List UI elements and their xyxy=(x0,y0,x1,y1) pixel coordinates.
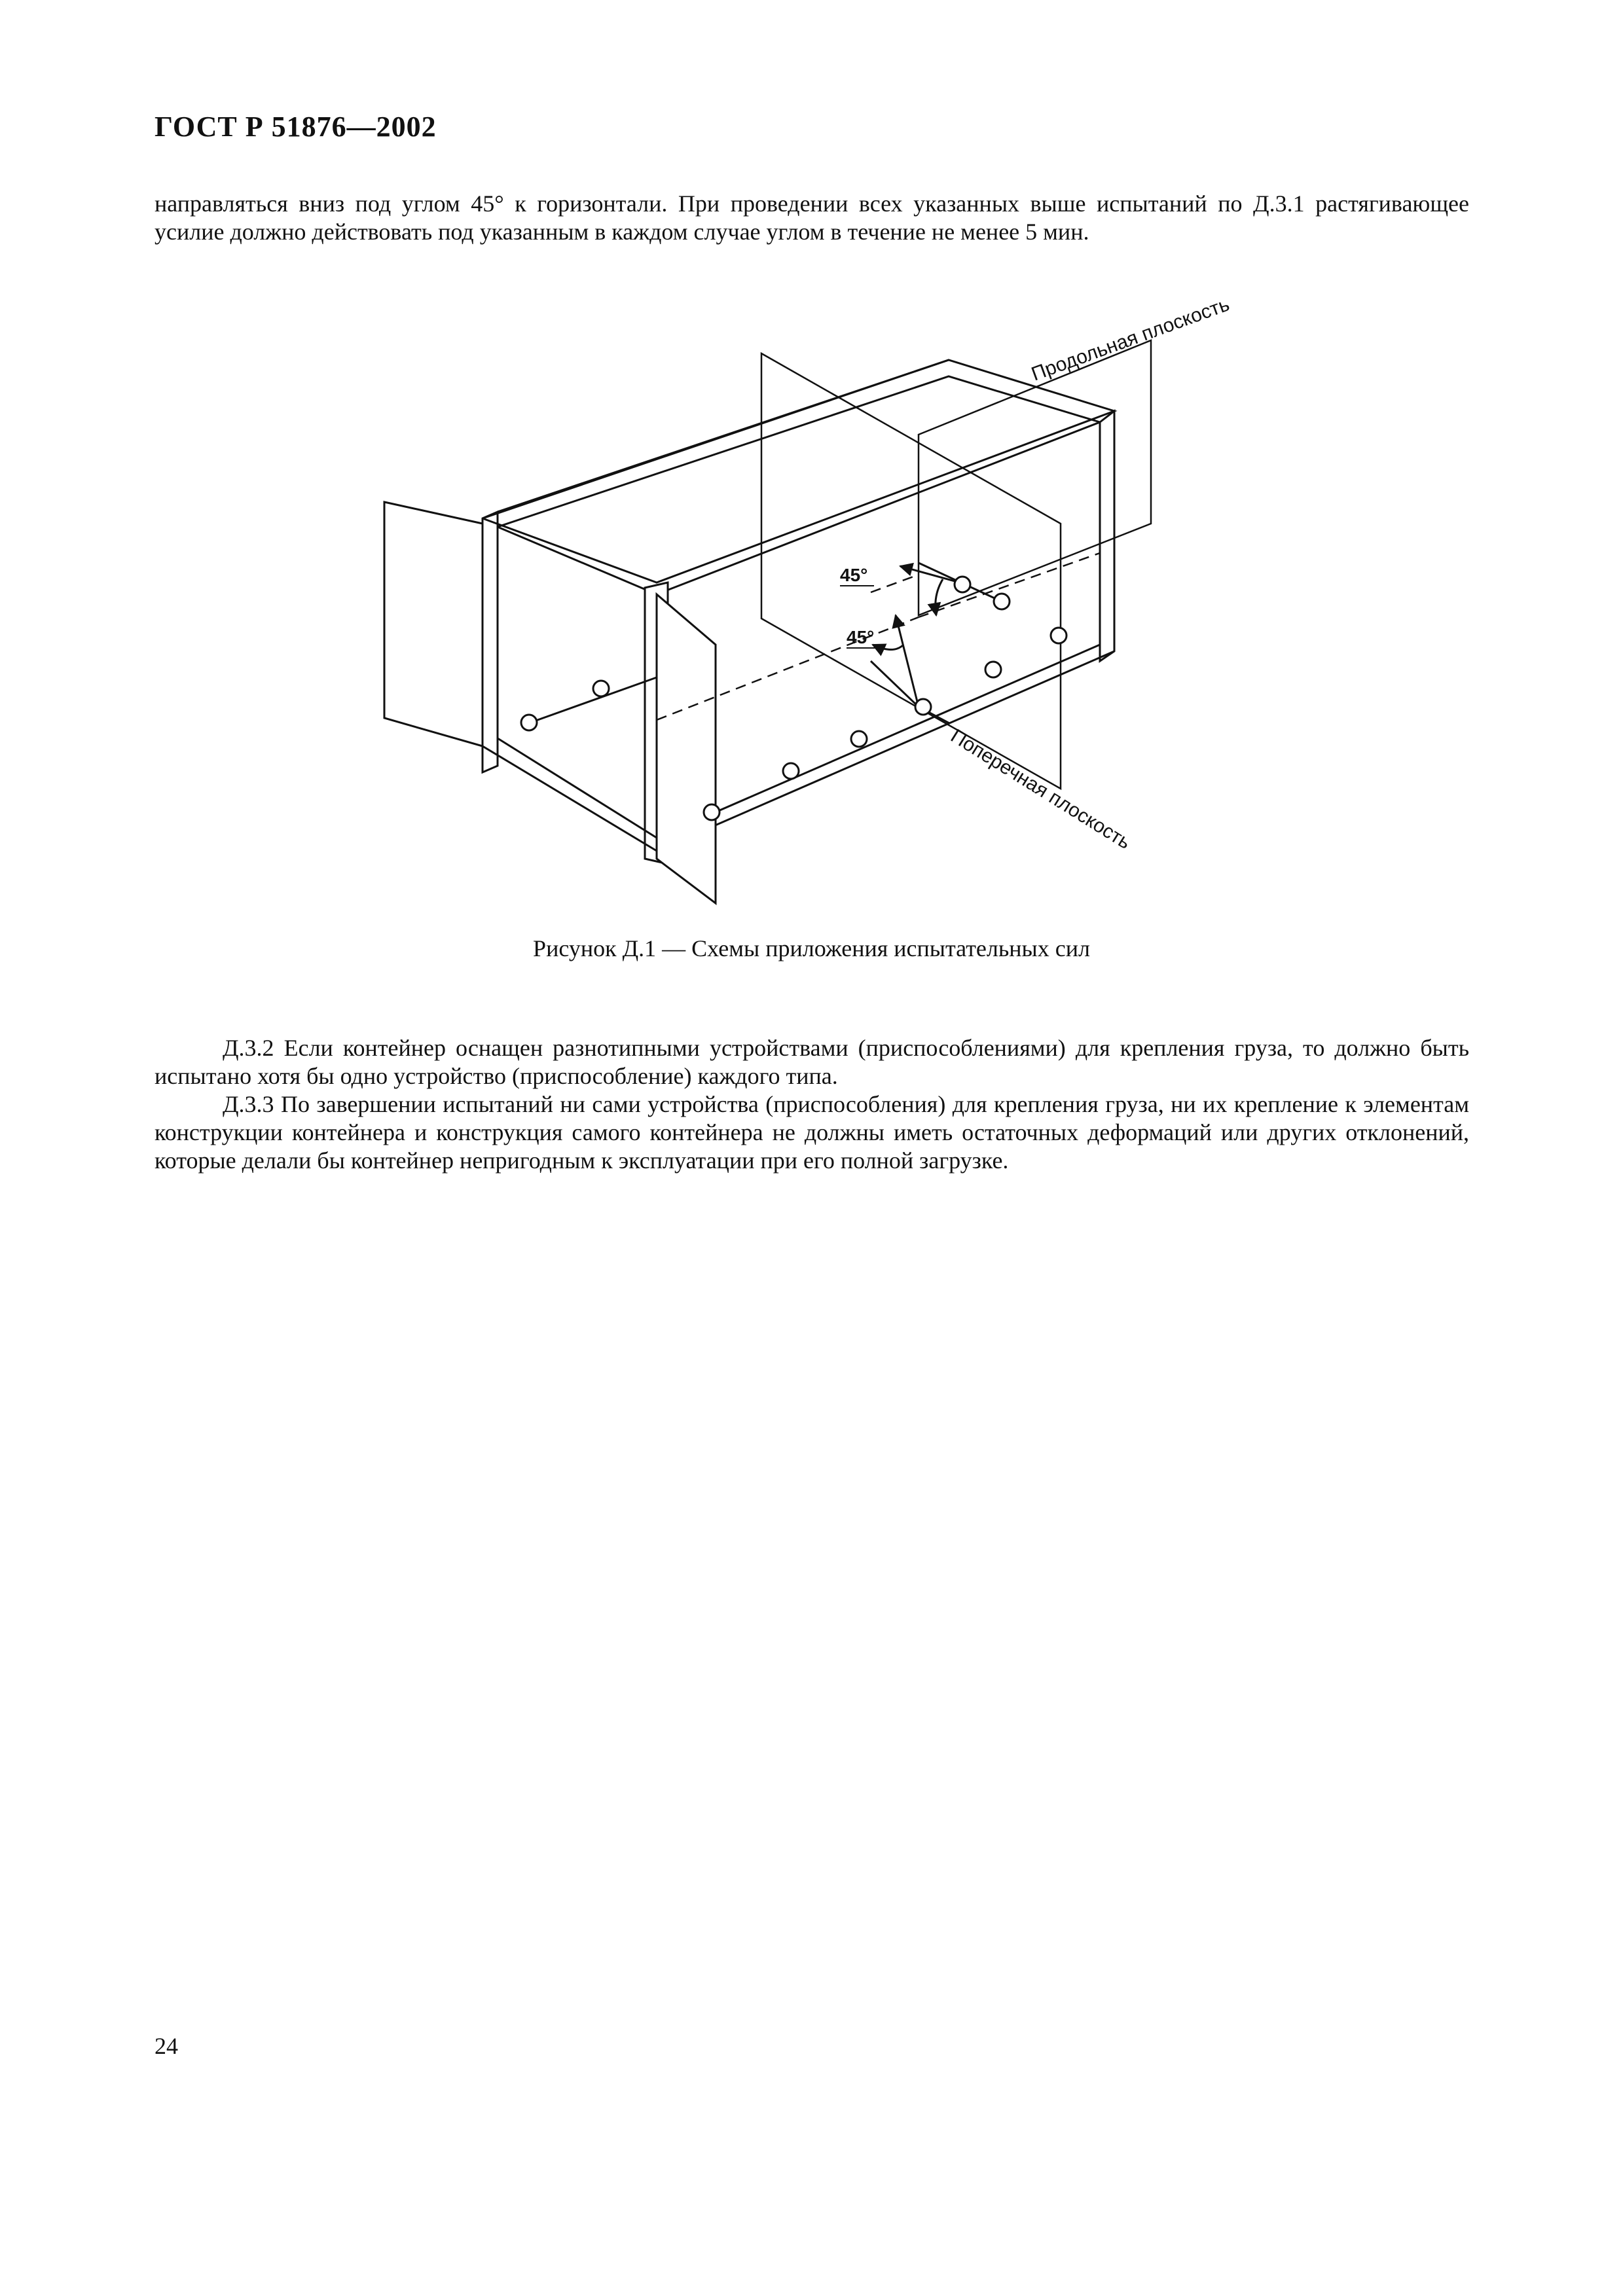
front-bottom-rail xyxy=(483,738,657,851)
lashing-point xyxy=(704,804,720,820)
top-frame xyxy=(483,360,1114,594)
intro-paragraph: направляться вниз под углом 45° к горизонтали. При проведении всех указанных выше испытаний по Д.3.1 растягивающее усилие должно действовать под указанным в каждом случае углом в течение не менее 5 мин. xyxy=(155,190,1469,245)
front-left-post xyxy=(483,512,498,772)
lashing-points xyxy=(521,577,1067,820)
lashing-point xyxy=(915,699,931,715)
lashing-point xyxy=(783,763,799,779)
left-door-panel xyxy=(384,502,483,746)
figure-caption: Рисунок Д.1 — Схемы приложения испытательных сил xyxy=(533,935,1090,961)
dashed-reference-lines xyxy=(657,553,1100,720)
back-right-post xyxy=(1100,411,1114,661)
lashing-point xyxy=(994,594,1010,609)
force-arrow-vertical xyxy=(896,615,919,707)
document-header: ГОСТ Р 51876—2002 xyxy=(155,111,437,143)
transverse-plane xyxy=(761,353,1061,789)
paragraph-d33: Д.3.3 По завершении испытаний ни сами устройства (приспособления) для крепления груза, ни их крепление к элементам конструкции контейнера и конструкция самого контейнера не должны иметь остаточных деформаций или других отклонений, которые делали бы контейнер непригодным к эксплуатации при его полной загрузке. xyxy=(155,1091,1469,1174)
lashing-point xyxy=(985,662,1001,677)
lashing-point xyxy=(593,681,609,696)
transverse-plane-label: Поперечная плоскость xyxy=(947,725,1135,854)
lashing-point xyxy=(955,577,970,592)
angle-arc-lower xyxy=(873,645,903,650)
right-door-panel xyxy=(657,594,716,903)
lashing-point xyxy=(851,731,867,747)
paragraph-d32: Д.3.2 Если контейнер оснащен разнотипными устройствами (приспособлениями) для крепления груза, то должно быть испытано хотя бы одно устройство (приспособление) каждого типа. xyxy=(155,1035,1469,1089)
page-number: 24 xyxy=(155,2033,178,2059)
longitudinal-plane-label: Продольная плоскость xyxy=(1029,293,1233,386)
container-test-forces-figure xyxy=(0,0,1623,929)
lashing-point xyxy=(1051,628,1067,643)
angle-label-upper: 45° xyxy=(840,565,868,585)
lashing-point xyxy=(521,715,537,730)
angle-label-lower: 45° xyxy=(847,627,875,647)
